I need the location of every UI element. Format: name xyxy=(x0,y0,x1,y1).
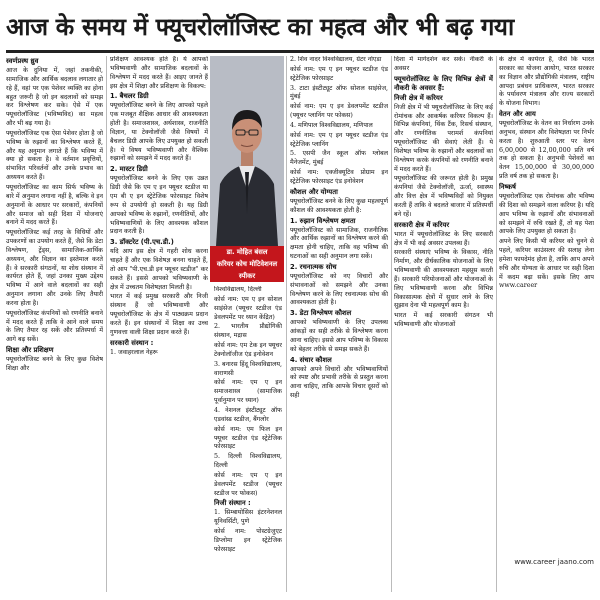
paragraph: फ्यूचरोलॉजिस्ट को सामाजिक, राजनीतिक और आर्थिक रुझानों का विश्लेषण करने की क्षमता होनी चाहिए, ताकि वह भविष्य की घटनाओं का सही अनुमान लगा सकें। xyxy=(290,226,388,261)
paragraph: 3. बनारस हिंदू विश्वविद्यालय, वाराणसी xyxy=(214,360,282,377)
column-divider xyxy=(286,56,287,592)
paragraph: फ्यूचरोलॉजिस्ट के वेतन का निर्धारण उनके अनुभव, संस्थान और विशेषज्ञता पर निर्भर करता है। शुरुआती स्तर पर वेतन 6,00,000 से 12,00,000 प्रति वर्ष तक हो सकता है। अनुभवी पेशेवरों का वेतन 15,00,000 से 30,00,000 प्रति वर्ष तक हो सकता है। xyxy=(499,120,594,181)
section-heading: 3. डॉक्टरेट (पी.एच.डी.) xyxy=(110,238,174,247)
caption-role: करियर कोच मोटिवेशनल स्पीकर xyxy=(216,260,278,280)
caption-name: डा. मोहित बंसल xyxy=(226,248,268,256)
paragraph: कोर्स नाम: एम ए इन सोशल साइंसेज (फ्यूचर स्टडीज एंड डेवलपमेंट पर ध्यान केंद्रित) xyxy=(214,295,282,321)
section-heading: सरकारी संस्थान : xyxy=(110,338,154,347)
paragraph: के क्षेत्र में कार्यरत हैं, जैसे कि भारत सरकार का योजना आयोग, भारत सरकार का विज्ञान और प्रौद्योगिकी मंत्रालय, राष्ट्रीय आपदा प्रबंधन प्राधिकरण, भारत सरकार के पर्यावरण मंत्रालय और राज्य सरकारों के योजना विभाग। xyxy=(499,56,594,108)
section-heading: फ्यूचरोलॉजिस्ट के लिए विभिन्न क्षेत्रों में नौकरी के अवसर हैं: xyxy=(394,74,493,92)
paragraph: कोर्स नाम: एक्जीक्यूटिव प्रोग्राम इन स्ट्रेटेजिक फोरसाइट एंड इनोवेशन xyxy=(290,169,388,185)
paragraph: सरकारी संस्थाएं भविष्य के विकास, नीति निर्माण, और दीर्घकालिक योजनाओं के लिए भविष्यवाणी की आवश्यकता महसूस करती हैं। सरकारी परियोजनाओं और योजनाओं के लिए भविष्यवाणी करना और विभिन्न विकासात्मक क्षेत्रों में सुधार लाने के लिए सुझाव देना भी महत्वपूर्ण काम है। xyxy=(394,249,493,310)
headline-rule xyxy=(6,50,594,53)
paragraph: कोर्स नाम: एम ए इन फ्यूचर स्टडीज एंड स्ट्रेटेजिक फोरसाइट xyxy=(290,65,388,82)
article-column-2 xyxy=(110,56,208,592)
paragraph: कोर्स नाम: एम ए इन डेवलपमेंट स्टडीज (फ्यूचर प्लानिंग पर फोकस) xyxy=(290,103,388,120)
paragraph: कोर्स नाम: एम फिल इन फ्यूचर स्टडीज एंड स्ट्रेटेजिक फोरसाइट xyxy=(214,425,282,451)
paragraph: 4. मणिपाल विश्वविद्यालय, मणिपाल xyxy=(290,121,373,129)
paragraph: फ्यूचरोलॉजिस्ट बनने के लिए कुछ विशेष शिक्षा और xyxy=(6,356,103,372)
column-divider xyxy=(106,56,107,592)
paragraph: 5. एसपी जैन स्कूल ऑफ ग्लोबल मैनेजमेंट, मुंबई xyxy=(290,150,388,167)
section-heading: सरकारी क्षेत्र में करियर xyxy=(394,220,450,229)
section-heading: शिक्षा और प्रशिक्षण xyxy=(6,346,54,355)
paragraph: कोर्स नाम: पोस्टग्रेजुएट डिप्लोमा इन स्ट्रेटेजिक फोरसाइट xyxy=(214,528,282,553)
article-column-3 xyxy=(214,286,282,592)
paragraph: फ्यूचरोलॉजिस्ट का काम सिर्फ भविष्य के बारे में अनुमान लगाना नहीं है, बल्कि वे इन अनुमानों के आधार पर सरकारों, कंपनियों और समाज को सही दिशा में योजनाएं बनाने में मदद करते हैं। xyxy=(6,183,103,227)
author-photo xyxy=(210,56,284,246)
column-divider xyxy=(391,56,392,592)
article-column-6 xyxy=(499,56,594,556)
paragraph: कोर्स नाम: एम ए इन डेवलपमेंट स्टडीज (फ्यूचर स्टडीज पर फोकस) xyxy=(214,471,282,497)
section-heading: 1. रुझान विश्लेषण क्षमता xyxy=(290,216,356,225)
photo-caption xyxy=(210,246,284,282)
section-heading: कौशल और योग्यता xyxy=(290,187,338,196)
section-heading: 1. बैचलर डिग्री xyxy=(110,92,149,101)
paragraph: 5. दिल्ली विश्वविद्यालय, दिल्ली xyxy=(214,453,282,470)
paragraph: 4. नेशनल इंस्टीट्यूट ऑफ एडवांस्ड स्टडीज, बैंगलोर xyxy=(214,406,282,423)
paragraph: कोर्स नाम: एम टेक इन फ्यूचर टेक्नोलॉजीज एंड इनोवेशन xyxy=(214,342,282,358)
paragraph: फ्यूचरोलॉजिस्ट एक रोमांचक और भविष्य की दिशा को समझने वाला करियर है। यदि आप भविष्य के रुझानों और संभावनाओं को समझने में रुचि रखते हैं, तो यह पेशा आपके लिए उपयुक्त हो सकता है। xyxy=(499,192,594,236)
paragraph: फ्यूचरोलॉजिस्ट कंपनियों को रणनीति बनाने में मदद करते हैं ताकि वे आने वाले समय के लिए तैयार रह सकें और प्रतिस्पर्धा में आगे बढ़ सकें। xyxy=(6,309,103,344)
paragraph: फ्यूचरोलॉजिस्ट को नए विचारों और संभावनाओं को समझने और उनका विश्लेषण करने के लिए रचनात्मक सोच की आवश्यकता होती है। xyxy=(290,272,388,307)
paragraph: 2. शिव नादर विश्वविद्यालय, ग्रेटर नोएडा xyxy=(290,56,382,63)
section-heading: निजी संस्थान : xyxy=(214,499,251,508)
paragraph: आज के दुनिया में, जहां तकनीकी, सामाजिक और आर्थिक बदलाव लगातार हो रहे हैं, वहां पर एक पेशेवर व्यक्ति का होना बहुत जरूरी है जो इन बदलावों को समझ कर विश्लेषण कर सके। ऐसे में एक फ्यूचरोलॉजिस्ट (भविष्यविद) का महत्व और भी बढ़ गया है। xyxy=(6,67,103,128)
paragraph: निजी क्षेत्र में भी फ्यूचरोलॉजिस्ट के लिए कई रोमांचक और आकर्षक करियर विकल्प हैं। विभिन्न कंपनियां, थिंक टैंक, रिसर्च संस्थान, और रणनीतिक परामर्श कंपनियां फ्यूचरोलॉजिस्ट की सेवाएं लेती हैं। ये विशेषज्ञ भविष्य के रुझानों और बदलावों का विश्लेषण करके कंपनियों को रणनीति बनाने में मदद करते हैं। xyxy=(394,103,493,173)
section-heading: 4. संचार कौशल xyxy=(290,355,332,364)
portrait-illustration xyxy=(210,56,284,246)
paragraph: भारत में फ्यूचरोलॉजिस्ट के लिए सरकारी क्षेत्र में भी कई अवसर उपलब्ध हैं। xyxy=(394,230,493,247)
paragraph: भारत में कई सरकारी संगठन भी भविष्यवाणी और योजनाओं xyxy=(394,312,493,329)
paragraph: प्रशिक्षण आवश्यक होते हैं। ये आपको भविष्यवाणी और सामाजिक बदलावों के विश्लेषण में मदद करते हैं। आइए जानते हैं इस क्षेत्र में शिक्षा और प्रशिक्षण के विकल्प: xyxy=(110,56,208,90)
section-heading: 2. रचनात्मक सोच xyxy=(290,262,337,271)
section-heading: निष्कर्ष xyxy=(499,182,516,191)
paragraph: 3. टाटा इंस्टीट्यूट ऑफ सोशल साइंसेज, मुंबई xyxy=(290,84,388,101)
paragraph: यदि आप इस क्षेत्र में गहरी शोध करना चाहते हैं और एक विशेषज्ञ बनना चाहते हैं, तो आप "पी.एच.डी इन फ्यूचर स्टडीज" कर सकते हैं। इससे आपको भविष्यवाणी के क्षेत्र में उच्चतम विशेषज्ञता मिलती है। xyxy=(110,248,208,291)
paragraph: फ्यूचरोलॉजिस्ट बनने के लिए कुछ महत्वपूर्ण कौशल की आवश्यकता होती है: xyxy=(290,197,388,214)
paragraph: आपको अपने विचारों और भविष्यवाणियों को स्पष्ट और प्रभावी तरीके से प्रस्तुत करना आना चाहिए, ताकि आपके विचार दूसरों को सही xyxy=(290,365,388,400)
section-heading: स्वर्णप्रस्थ ध्रुव xyxy=(6,57,39,65)
paragraph: फ्यूचरोलॉजिस्ट एक ऐसा पेशेवर होता है जो भविष्य के रुझानों का विश्लेषण करते हैं, और यह अनुमान लगाते हैं कि भविष्य में क्या हो सकता है। वे वर्तमान प्रवृत्तियों, संभावित परिवर्तनों और उनके प्रभाव का अध्ययन करते हैं। xyxy=(6,129,103,182)
paragraph: भारत में कई प्रमुख सरकारी और निजी संस्थान हैं जो भविष्यवाणी और फ्यूचरोलॉजिस्ट के क्षेत्र में पाठ्यक्रम प्रदान करते हैं। इन संस्थानों में शिक्षा का उच्च गुणवत्ता वाली शिक्षा प्रदान करते हैं। xyxy=(110,293,208,336)
paragraph: अपने लिए किसी भी करियर को चुनने से पहले, करियर काउंसलर की सलाह लेना हमेशा फायदेमंद होता है, ताकि आप अपने रुचि और योग्यता के आधार पर सही दिशा में कदम बढ़ा सकें। इसके लिए आप www.career xyxy=(499,238,594,290)
section-heading: 3. डेटा विश्लेषण कौशल xyxy=(290,309,352,318)
section-heading: 2. मास्टर डिग्री xyxy=(110,165,148,174)
paragraph: फ्यूचरोलॉजिस्ट बनने के लिए एक उन्नत डिग्री जैसे कि एम ए इन फ्यूचर स्टडीज या एम बी ए इन स्ट्रेटेजिक फोरसाइट विशेष रूप से उपयोगी हो सकती है। यह डिग्री आपको भविष्य के रुझानों, रणनीतियों, और भविष्यवाणियों के लिए आवश्यक कौशल प्रदान करती है। xyxy=(110,175,208,236)
footer-url: www.career jaano.com xyxy=(514,558,594,566)
paragraph: फ्यूचरोलॉजिस्ट की जरूरत होती है। प्रमुख कंपनियां जैसे टेक्नोलॉजी, ऊर्जा, स्वास्थ्य और वित्त क्षेत्र में भविष्यविदों को नियुक्त करती हैं ताकि वे बदलते बाजार में प्रतिस्पर्धी बने रहें। xyxy=(394,175,493,218)
section-heading: वेतन और आय xyxy=(499,110,536,119)
article-column-4 xyxy=(290,56,388,592)
paragraph: फ्यूचरोलॉजिस्ट बनने के लिए आपको पहले एक मजबूत शैक्षिक आधार की आवश्यकता होती है। समाजशास्त्र, अर्थशास्त्र, राजनीति विज्ञान, या टेक्नोलॉजी जैसे विषयों में बैचलर डिग्री आपके लिए उपयुक्त हो सकती है। ये विषय भविष्यवाणी और वैश्विक रुझानों को समझने में मदद करते हैं। xyxy=(110,102,208,163)
paragraph: दिशा में मार्गदर्शन कर सकें। नीकरी के अवसर xyxy=(394,56,493,72)
paragraph: 1. सिम्बायोसिस इंटरनेशनल यूनिवर्सिटी, पुणे xyxy=(214,509,282,526)
headline: आज के समय में फ्यूचरोलॉजिस्ट का महत्व और भी बढ़ गया xyxy=(6,13,514,41)
paragraph: कोर्स नाम: एम ए इन फ्यूचर स्टडीज एंड स्ट्रेटेजिक प्लानिंग xyxy=(290,131,388,148)
paragraph: आपको भविष्यवाणी के लिए उपलब्ध आंकड़ों का सही तरीके से विश्लेषण करना आना चाहिए। इससे आप भविष्य के विकास को बेहतर तरीके से समझ सकते हैं। xyxy=(290,319,388,353)
article-column-5 xyxy=(394,56,493,592)
paragraph: विश्वविद्यालय, दिल्ली xyxy=(214,286,262,293)
paragraph: फ्यूचरोलॉजिस्ट कई तरह के विधियों और उपकरणों का उपयोग करते हैं, जैसे कि डेटा विश्लेषण, ट्रेंड्स, सामाजिक-आर्थिक अध्ययन, और विज्ञान का इस्तेमाल करते हैं। वे सरकारी संगठनों, या शोध संस्थान में कार्यरत होते हैं, जहां उनका मुख्य उद्देश्य भविष्य में आने वाले बदलावों का सही अनुमान लगाना और उनके लिए तैयारी करना होता है। xyxy=(6,229,103,307)
paragraph: 1. जवाहरलाल नेहरू xyxy=(110,348,158,356)
paragraph: 2. भारतीय प्रौद्योगिकी संस्थान, मद्रास xyxy=(214,323,282,340)
paragraph: कोर्स नाम: एम ए इन समाजशास्त्र (सामाजिक पूर्वानुमान पर ध्यान) xyxy=(214,379,282,405)
section-heading: निजी क्षेत्र में करियर xyxy=(394,93,443,102)
column-divider xyxy=(496,56,497,592)
article-column-1 xyxy=(6,56,103,592)
